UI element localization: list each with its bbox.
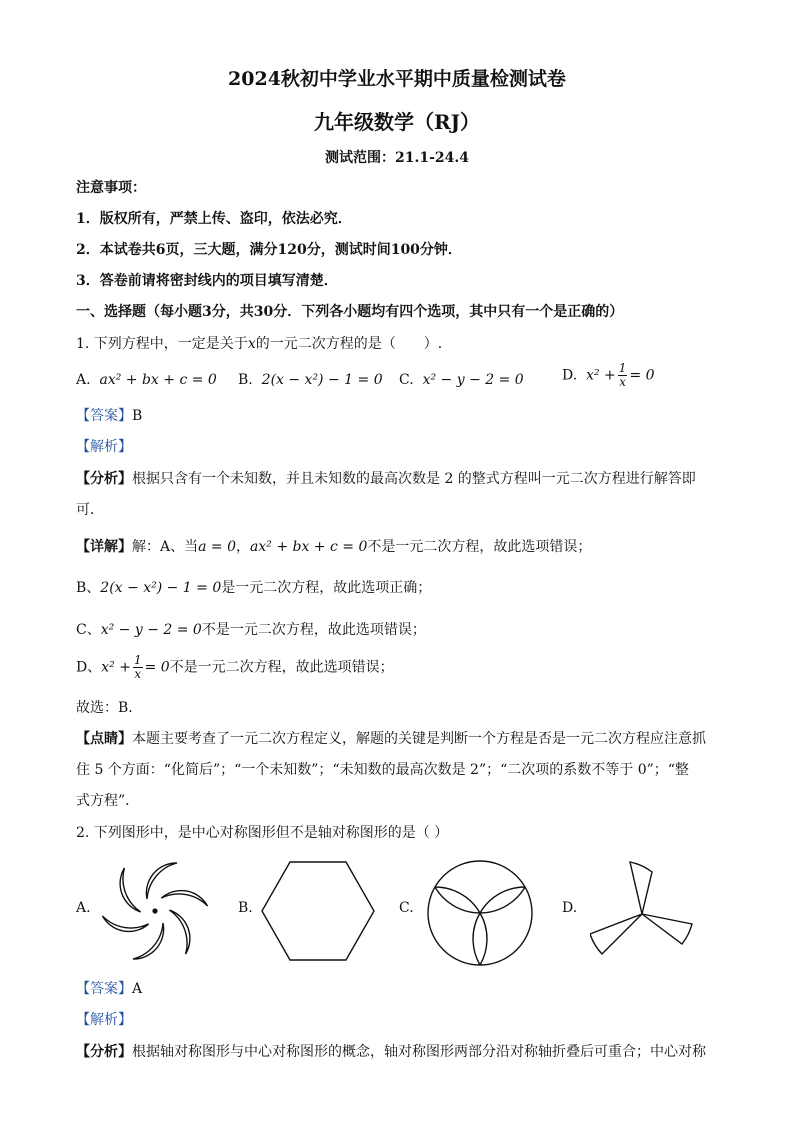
notice-item-2: 2．本试卷共6页，三大题，满分120分，测试时间100分钟．	[76, 242, 462, 258]
q2-fenxi-line-1: 【分析】根据轴对称图形与中心对称图形的概念，轴对称图形两部分沿对称轴折叠后可重合；中心对称	[76, 1044, 706, 1060]
exam-scope: 测试范围：21.1-24.4	[324, 150, 469, 166]
q1-answer: 【答案】B	[76, 408, 143, 424]
q1-option-b: B. 2(x − x²) − 1 = 0	[238, 372, 383, 388]
q1-option-d: D. x² + $\frac{1}{x}$ = 0	[562, 361, 655, 389]
q1-detail-a: 【详解】解：A、当a = 0，ax² + bx + c = 0不是一元二次方程，故此选项错误；	[76, 539, 592, 555]
q1-dianjing-1: 【点睛】本题主要考查了一元二次方程定义，解题的关键是判断一个方程是否是一元二次方程应注意抓	[76, 731, 706, 747]
q2-label-a: A.	[76, 900, 91, 916]
q1-stem: 1. 下列方程中，一定是关于x的一元二次方程的是（ ）.	[76, 336, 443, 352]
q1-option-a: A. ax² + bx + c = 0	[76, 372, 217, 388]
q1-dianjing-2: 住 5 个方面：“化简后”；“一个未知数”；“未知数的最高次数是 2”；“二次项的系数不等于 0”；“整	[76, 762, 689, 778]
q2-figure-a-pinwheel-icon	[95, 856, 215, 966]
q2-label-b: B.	[238, 900, 253, 916]
notice-item-3: 3．答卷前请将密封线内的项目填写清楚．	[76, 273, 338, 289]
notice-item-1: 1．版权所有，严禁上传、盗印，依法必究．	[76, 211, 352, 227]
q1-detail-c: C、x² − y − 2 = 0不是一元二次方程，故此选项错误；	[76, 622, 426, 638]
notice-heading: 注意事项：	[76, 180, 146, 196]
exam-subtitle: 九年级数学（RJ）	[313, 110, 481, 134]
q1-analysis-tag: 【解析】	[76, 439, 132, 455]
q1-fenxi-line-2: 可．	[76, 502, 104, 518]
q1-dianjing-3: 式方程”．	[76, 793, 140, 809]
q1-detail-b: B、2(x − x²) − 1 = 0是一元二次方程，故此选项正确；	[76, 580, 432, 596]
q1-detail-d: D、x² + $\frac{1}{x}$ = 0不是一元二次方程，故此选项错误；	[76, 653, 394, 681]
q2-figure-c-circle-arcs-icon	[420, 856, 540, 970]
exam-title: 2024秋初中学业水平期中质量检测试卷	[228, 68, 566, 90]
section-heading: 一、选择题（每小题3分，共30分．下列各小题均有四个选项，其中只有一个是正确的）	[76, 304, 624, 320]
q2-answer: 【答案】A	[76, 981, 143, 997]
q2-label-d: D.	[562, 900, 578, 916]
q2-label-c: C.	[399, 900, 414, 916]
q1-option-d-fraction: $\frac{1}{x}$	[618, 361, 627, 389]
q1-option-c: C. x² − y − 2 = 0	[399, 372, 524, 388]
q2-figure-d-propeller-icon	[590, 856, 700, 966]
q2-analysis-tag: 【解析】	[76, 1012, 132, 1028]
q2-stem: 2. 下列图形中，是中心对称图形但不是轴对称图形的是（ ）	[76, 825, 449, 841]
q1-fenxi-line-1: 【分析】根据只含有一个未知数，并且未知数的最高次数是 2 的整式方程叫一元二次方程进行解答即	[76, 471, 696, 487]
q1-choose: 故选：B．	[76, 700, 143, 716]
q2-figure-b-hexagon-icon	[258, 856, 378, 966]
